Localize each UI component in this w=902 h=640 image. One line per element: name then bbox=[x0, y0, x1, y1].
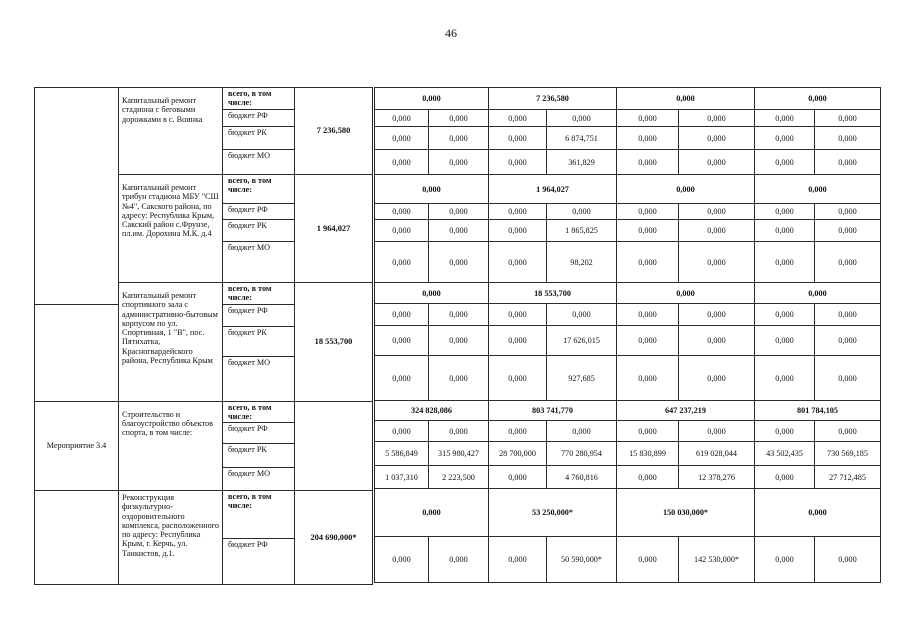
value-cell: 0,000 bbox=[547, 110, 617, 127]
sum-cell: 324 828,086 bbox=[375, 401, 489, 421]
row1-rk bbox=[375, 127, 881, 150]
value-cell: 0,000 bbox=[489, 304, 547, 326]
row1-rf bbox=[375, 110, 881, 127]
value-cell: 0,000 bbox=[489, 326, 547, 356]
value-cell: 770 280,954 bbox=[547, 442, 617, 466]
value-cell: 0,000 bbox=[617, 421, 679, 442]
value-cell: 0,000 bbox=[617, 220, 679, 242]
measure-sums bbox=[375, 401, 881, 421]
value-cell: 0,000 bbox=[815, 204, 881, 220]
value-cell: 0,000 bbox=[755, 242, 815, 283]
row2-total: 1 964,027 bbox=[295, 175, 373, 283]
value-cell: 0,000 bbox=[617, 150, 679, 175]
value-cell: 0,000 bbox=[375, 204, 429, 220]
measure-code bbox=[35, 401, 119, 491]
value-cell: 0,000 bbox=[815, 304, 881, 326]
value-cell: 0,000 bbox=[489, 204, 547, 220]
value-cell: 0,000 bbox=[815, 110, 881, 127]
sum-cell: 1 964,027 bbox=[489, 175, 617, 204]
value-cell: 0,000 bbox=[429, 356, 489, 401]
value-cell: 0,000 bbox=[815, 326, 881, 356]
value-cell: 0,000 bbox=[617, 242, 679, 283]
label-mo: бюджет МО bbox=[223, 150, 295, 175]
measure-mo bbox=[375, 466, 881, 489]
value-cell: 361,829 bbox=[547, 150, 617, 175]
value-cell: 0,000 bbox=[547, 204, 617, 220]
value-cell: 315 980,427 bbox=[429, 442, 489, 466]
last-total: 204 690,000* bbox=[295, 491, 373, 585]
value-cell: 0,000 bbox=[375, 110, 429, 127]
value-cell: 0,000 bbox=[617, 304, 679, 326]
value-cell: 0,000 bbox=[679, 204, 755, 220]
value-cell: 43 502,435 bbox=[755, 442, 815, 466]
value-cell: 0,000 bbox=[755, 304, 815, 326]
value-cell: 0,000 bbox=[489, 356, 547, 401]
value-cell: 5 586,849 bbox=[375, 442, 429, 466]
value-cell: 0,000 bbox=[815, 242, 881, 283]
value-cell: 0,000 bbox=[679, 220, 755, 242]
value-cell: 28 700,000 bbox=[489, 442, 547, 466]
sum-cell: 150 030,000* bbox=[617, 489, 755, 537]
measure-rk bbox=[375, 442, 881, 466]
value-cell: 0,000 bbox=[375, 326, 429, 356]
value-cell: 0,000 bbox=[489, 220, 547, 242]
row1-sums bbox=[375, 88, 881, 110]
value-cell: 730 569,185 bbox=[815, 442, 881, 466]
value-cell: 0,000 bbox=[375, 421, 429, 442]
value-cell: 1 865,825 bbox=[547, 220, 617, 242]
sum-cell: 53 250,000* bbox=[489, 489, 617, 537]
row1-mo bbox=[375, 150, 881, 175]
value-cell: 0,000 bbox=[755, 326, 815, 356]
last-description: Реконструкция физкультурно-оздоровительного комплекса, расположенного по адресу: Республика Крым, г. Керчь, ул. Танкистов, д.1. bbox=[119, 491, 223, 585]
row2-mo bbox=[375, 242, 881, 283]
value-cell: 0,000 bbox=[489, 127, 547, 150]
value-cell: 0,000 bbox=[375, 127, 429, 150]
values-table bbox=[374, 87, 881, 583]
value-cell: 17 626,015 bbox=[547, 326, 617, 356]
value-cell: 0,000 bbox=[815, 421, 881, 442]
value-cell: 0,000 bbox=[755, 537, 815, 583]
sum-cell: 18 553,700 bbox=[489, 283, 617, 304]
value-cell: 0,000 bbox=[547, 304, 617, 326]
label-rf: бюджет РФ bbox=[223, 423, 295, 444]
measure-description: Строительство и благоустройство объектов спорта, в том числе: bbox=[119, 401, 223, 491]
value-cell: 0,000 bbox=[679, 150, 755, 175]
label-total: всего, в том числе: bbox=[223, 175, 295, 204]
value-cell: 0,000 bbox=[815, 220, 881, 242]
sum-cell: 0,000 bbox=[617, 88, 755, 110]
value-cell: 50 590,000* bbox=[547, 537, 617, 583]
row2-sums bbox=[375, 175, 881, 204]
sum-cell: 0,000 bbox=[375, 175, 489, 204]
sum-cell: 0,000 bbox=[375, 489, 489, 537]
left-table bbox=[34, 87, 373, 585]
value-cell: 0,000 bbox=[815, 356, 881, 401]
value-cell: 6 874,751 bbox=[547, 127, 617, 150]
value-cell: 0,000 bbox=[429, 242, 489, 283]
value-cell: 0,000 bbox=[679, 110, 755, 127]
value-cell: 0,000 bbox=[429, 127, 489, 150]
value-cell: 15 830,899 bbox=[617, 442, 679, 466]
measure-code-text: Мероприятие 3.4 bbox=[46, 441, 107, 451]
row1-total-line bbox=[35, 88, 373, 110]
label-total: всего, в том числе: bbox=[223, 88, 295, 110]
value-cell: 0,000 bbox=[375, 304, 429, 326]
value-cell: 0,000 bbox=[375, 537, 429, 583]
value-cell: 0,000 bbox=[375, 220, 429, 242]
value-cell: 27 712,485 bbox=[815, 466, 881, 489]
row3-total: 18 553,700 bbox=[295, 283, 373, 402]
label-total: всего, в том числе: bbox=[223, 283, 295, 305]
row2-description: Капитальный ремонт трибун стадиона МБУ "СШ №4", Сакского района, по адресу: Республика Крым, Сакский район с.Фрунзе, пл.им. Дорохина М.К. д.4 bbox=[119, 175, 223, 283]
value-cell: 0,000 bbox=[617, 110, 679, 127]
value-cell: 0,000 bbox=[617, 466, 679, 489]
value-cell: 1 037,310 bbox=[375, 466, 429, 489]
row1-description: Капитальный ремонт стадиона с беговыми дорожками в с. Воинка bbox=[119, 88, 223, 175]
value-cell: 0,000 bbox=[679, 421, 755, 442]
value-cell: 0,000 bbox=[815, 127, 881, 150]
sum-cell: 0,000 bbox=[755, 175, 881, 204]
sum-cell: 0,000 bbox=[617, 175, 755, 204]
value-cell: 0,000 bbox=[429, 304, 489, 326]
label-rf: бюджет РФ bbox=[223, 204, 295, 220]
label-rf: бюджет РФ bbox=[223, 539, 295, 585]
last-rf bbox=[375, 537, 881, 583]
code-cell-empty bbox=[35, 491, 119, 585]
value-cell: 0,000 bbox=[617, 204, 679, 220]
label-mo: бюджет МО bbox=[223, 356, 295, 401]
label-mo: бюджет МО bbox=[223, 242, 295, 283]
label-rf: бюджет РФ bbox=[223, 110, 295, 127]
value-cell: 0,000 bbox=[755, 220, 815, 242]
row2-rf bbox=[375, 204, 881, 220]
value-cell: 0,000 bbox=[489, 242, 547, 283]
value-cell: 4 760,816 bbox=[547, 466, 617, 489]
label-total: всего, в том числе: bbox=[223, 401, 295, 423]
value-cell: 2 223,500 bbox=[429, 466, 489, 489]
last-sums bbox=[375, 489, 881, 537]
value-cell: 0,000 bbox=[755, 110, 815, 127]
value-cell: 927,685 bbox=[547, 356, 617, 401]
row3-mo bbox=[375, 356, 881, 401]
value-cell: 0,000 bbox=[679, 127, 755, 150]
row3-rk bbox=[375, 326, 881, 356]
label-rk: бюджет РК bbox=[223, 127, 295, 150]
value-cell: 0,000 bbox=[679, 326, 755, 356]
label-rk: бюджет РК bbox=[223, 220, 295, 242]
row3-description: Капитальный ремонт спортивного зала с административно-бытовым корпусом по ул. Спортивная, 1 "В", пос. Пятихатка, Красногвардейского района, Республика Крым bbox=[119, 283, 223, 402]
value-cell: 0,000 bbox=[755, 150, 815, 175]
value-cell: 0,000 bbox=[489, 150, 547, 175]
value-cell: 0,000 bbox=[489, 466, 547, 489]
label-rf: бюджет РФ bbox=[223, 304, 295, 326]
value-cell: 0,000 bbox=[547, 421, 617, 442]
value-cell: 0,000 bbox=[429, 537, 489, 583]
page-number: 46 bbox=[445, 26, 457, 40]
measure-rf bbox=[375, 421, 881, 442]
value-cell: 0,000 bbox=[815, 150, 881, 175]
label-mo: бюджет МО bbox=[223, 468, 295, 491]
value-cell: 0,000 bbox=[489, 537, 547, 583]
label-total: всего, в том числе: bbox=[223, 491, 295, 539]
value-cell: 0,000 bbox=[617, 356, 679, 401]
row3-rf bbox=[375, 304, 881, 326]
value-cell: 0,000 bbox=[755, 466, 815, 489]
value-cell: 0,000 bbox=[679, 304, 755, 326]
value-cell: 0,000 bbox=[679, 356, 755, 401]
sum-cell: 801 784,105 bbox=[755, 401, 881, 421]
sum-cell: 0,000 bbox=[375, 283, 489, 304]
value-cell: 0,000 bbox=[679, 242, 755, 283]
value-cell: 0,000 bbox=[489, 110, 547, 127]
sum-cell: 7 236,580 bbox=[489, 88, 617, 110]
value-cell: 0,000 bbox=[617, 326, 679, 356]
value-cell: 12 378,276 bbox=[679, 466, 755, 489]
value-cell: 0,000 bbox=[375, 150, 429, 175]
label-rk: бюджет РК bbox=[223, 326, 295, 356]
value-cell: 0,000 bbox=[755, 421, 815, 442]
value-cell: 0,000 bbox=[375, 242, 429, 283]
value-cell: 0,000 bbox=[489, 421, 547, 442]
sum-cell: 0,000 bbox=[375, 88, 489, 110]
code-cell bbox=[35, 88, 119, 110]
row1-total: 7 236,580 bbox=[295, 88, 373, 175]
value-cell: 0,000 bbox=[429, 204, 489, 220]
value-cell: 0,000 bbox=[429, 326, 489, 356]
row2-rk bbox=[375, 220, 881, 242]
value-cell: 0,000 bbox=[429, 110, 489, 127]
label-rk: бюджет РК bbox=[223, 444, 295, 468]
value-cell: 0,000 bbox=[429, 421, 489, 442]
value-cell: 0,000 bbox=[429, 220, 489, 242]
sum-cell: 0,000 bbox=[617, 283, 755, 304]
sum-cell: 0,000 bbox=[755, 283, 881, 304]
value-cell: 98,202 bbox=[547, 242, 617, 283]
sum-cell: 0,000 bbox=[755, 88, 881, 110]
value-cell: 0,000 bbox=[429, 150, 489, 175]
measure-total-empty bbox=[295, 401, 373, 491]
value-cell: 0,000 bbox=[815, 537, 881, 583]
value-cell: 0,000 bbox=[375, 356, 429, 401]
sum-cell: 647 237,219 bbox=[617, 401, 755, 421]
sum-cell: 0,000 bbox=[755, 489, 881, 537]
row3-sums bbox=[375, 283, 881, 304]
value-cell: 0,000 bbox=[617, 537, 679, 583]
value-cell: 619 028,044 bbox=[679, 442, 755, 466]
value-cell: 0,000 bbox=[755, 356, 815, 401]
value-cell: 0,000 bbox=[755, 127, 815, 150]
sum-cell: 803 741,770 bbox=[489, 401, 617, 421]
value-cell: 0,000 bbox=[755, 204, 815, 220]
value-cell: 142 530,000* bbox=[679, 537, 755, 583]
value-cell: 0,000 bbox=[617, 127, 679, 150]
